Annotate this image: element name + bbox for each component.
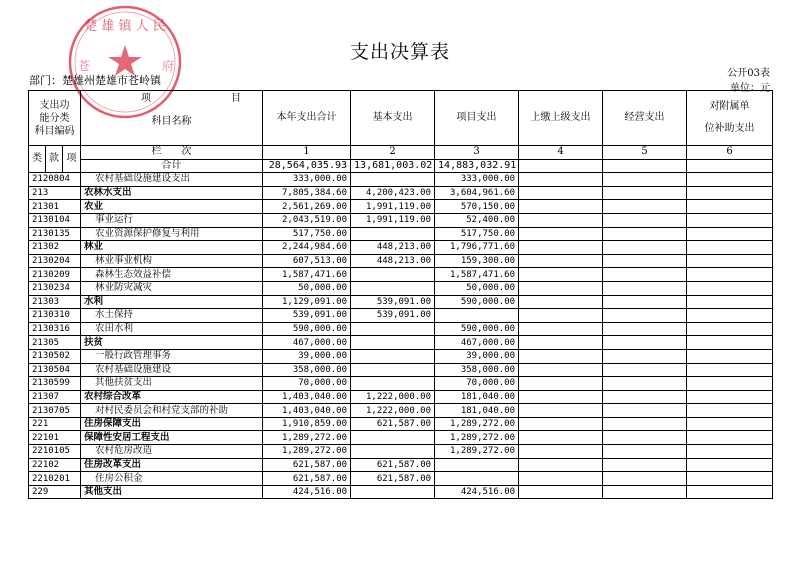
row-total: 1,289,272.00 bbox=[263, 445, 351, 459]
row-project: 1,289,272.00 bbox=[435, 445, 519, 459]
row-total: 2,244,984.60 bbox=[263, 241, 351, 255]
table-row bbox=[29, 390, 773, 404]
table-row bbox=[29, 186, 773, 200]
row-name: 林业防灾减灾 bbox=[81, 281, 263, 295]
row-name: 林业事业机构 bbox=[81, 254, 263, 268]
row-subsidy bbox=[687, 309, 773, 323]
row-superior bbox=[519, 213, 603, 227]
row-operating bbox=[603, 458, 687, 472]
row-operating bbox=[603, 472, 687, 486]
table-row bbox=[29, 213, 773, 227]
table-row bbox=[29, 173, 773, 187]
row-project: 333,000.00 bbox=[435, 173, 519, 187]
row-superior bbox=[519, 390, 603, 404]
row-basic bbox=[351, 268, 435, 282]
row-code: 2130705 bbox=[29, 404, 81, 418]
row-project bbox=[435, 309, 519, 323]
row-total: 467,000.00 bbox=[263, 336, 351, 350]
row-subsidy bbox=[687, 390, 773, 404]
col-num-4: 4 bbox=[519, 146, 603, 160]
row-code: 229 bbox=[29, 485, 81, 499]
row-total: 50,000.00 bbox=[263, 281, 351, 295]
table-body bbox=[29, 173, 773, 499]
row-operating bbox=[603, 485, 687, 499]
row-project: 1,796,771.60 bbox=[435, 241, 519, 255]
row-superior bbox=[519, 281, 603, 295]
table-row bbox=[29, 200, 773, 214]
total-value-3: 14,883,032.91 bbox=[435, 159, 519, 173]
row-subsidy bbox=[687, 295, 773, 309]
table-row bbox=[29, 322, 773, 336]
unit-label: 单位：元 bbox=[730, 83, 770, 94]
row-code: 2120804 bbox=[29, 173, 81, 187]
class-label: 类 bbox=[29, 146, 46, 173]
row-superior bbox=[519, 363, 603, 377]
row-superior bbox=[519, 377, 603, 391]
row-code: 21302 bbox=[29, 241, 81, 255]
row-name: 扶贫 bbox=[81, 336, 263, 350]
table-row bbox=[29, 485, 773, 499]
table-row bbox=[29, 458, 773, 472]
row-subsidy bbox=[687, 404, 773, 418]
row-basic: 1,991,119.00 bbox=[351, 213, 435, 227]
subsidy-header-line1: 对附属单 bbox=[709, 101, 750, 112]
table-row bbox=[29, 417, 773, 431]
row-basic: 621,587.00 bbox=[351, 472, 435, 486]
svg-text:府: 府 bbox=[162, 59, 175, 73]
row-name: 农田水利 bbox=[81, 322, 263, 336]
name-header-label: 科目名称 bbox=[151, 116, 192, 127]
table-row bbox=[29, 431, 773, 445]
row-basic bbox=[351, 173, 435, 187]
row-superior bbox=[519, 241, 603, 255]
row-superior bbox=[519, 431, 603, 445]
row-total: 2,043,519.00 bbox=[263, 213, 351, 227]
total-header: 本年支出合计 bbox=[263, 91, 351, 146]
col-num-1: 1 bbox=[263, 146, 351, 160]
subsidy-header-line2: 位补助支出 bbox=[704, 123, 755, 134]
row-name: 住房改革支出 bbox=[81, 458, 263, 472]
row-operating bbox=[603, 227, 687, 241]
row-subsidy bbox=[687, 349, 773, 363]
row-name: 水利 bbox=[81, 295, 263, 309]
row-total: 2,561,269.00 bbox=[263, 200, 351, 214]
row-subsidy bbox=[687, 445, 773, 459]
row-basic bbox=[351, 227, 435, 241]
table-row bbox=[29, 363, 773, 377]
row-subsidy bbox=[687, 472, 773, 486]
svg-text:苍: 苍 bbox=[78, 59, 91, 73]
row-total: 1,587,471.60 bbox=[263, 268, 351, 282]
col-num-5: 5 bbox=[603, 146, 687, 160]
table-header-row bbox=[29, 91, 773, 146]
row-basic: 1,222,000.00 bbox=[351, 404, 435, 418]
table-row bbox=[29, 254, 773, 268]
row-superior bbox=[519, 458, 603, 472]
table-row bbox=[29, 281, 773, 295]
columns-label: 栏 次 bbox=[81, 146, 263, 160]
row-operating bbox=[603, 431, 687, 445]
row-total: 1,403,040.00 bbox=[263, 404, 351, 418]
row-superior bbox=[519, 404, 603, 418]
row-code: 213 bbox=[29, 186, 81, 200]
row-code: 21305 bbox=[29, 336, 81, 350]
row-code: 2130502 bbox=[29, 349, 81, 363]
row-project: 424,516.00 bbox=[435, 485, 519, 499]
row-superior bbox=[519, 472, 603, 486]
row-subsidy bbox=[687, 213, 773, 227]
total-value-6 bbox=[687, 159, 773, 173]
row-basic bbox=[351, 322, 435, 336]
table-row bbox=[29, 309, 773, 323]
row-name: 林业 bbox=[81, 241, 263, 255]
row-superior bbox=[519, 417, 603, 431]
row-total: 7,805,384.60 bbox=[263, 186, 351, 200]
item-header-a: 项 bbox=[141, 93, 152, 104]
row-code: 2210201 bbox=[29, 472, 81, 486]
row-name: 森林生态效益补偿 bbox=[81, 268, 263, 282]
row-basic bbox=[351, 349, 435, 363]
row-basic bbox=[351, 281, 435, 295]
row-operating bbox=[603, 268, 687, 282]
basic-header: 基本支出 bbox=[351, 91, 435, 146]
subsidy-header bbox=[687, 91, 773, 146]
row-total: 621,587.00 bbox=[263, 472, 351, 486]
row-superior bbox=[519, 336, 603, 350]
row-code: 2130599 bbox=[29, 377, 81, 391]
row-operating bbox=[603, 254, 687, 268]
total-value-1: 28,564,035.93 bbox=[263, 159, 351, 173]
row-project: 1,289,272.00 bbox=[435, 417, 519, 431]
row-name: 水土保持 bbox=[81, 309, 263, 323]
row-basic: 539,091.00 bbox=[351, 309, 435, 323]
row-operating bbox=[603, 404, 687, 418]
row-name: 其他扶贫支出 bbox=[81, 377, 263, 391]
row-subsidy bbox=[687, 322, 773, 336]
row-code: 2130204 bbox=[29, 254, 81, 268]
row-subsidy bbox=[687, 173, 773, 187]
row-name: 住房公积金 bbox=[81, 472, 263, 486]
row-operating bbox=[603, 309, 687, 323]
row-total: 333,000.00 bbox=[263, 173, 351, 187]
row-superior bbox=[519, 349, 603, 363]
row-operating bbox=[603, 417, 687, 431]
row-basic: 448,213.00 bbox=[351, 254, 435, 268]
row-superior bbox=[519, 295, 603, 309]
code-header-line2: 能分类 bbox=[39, 112, 70, 124]
row-project: 70,000.00 bbox=[435, 377, 519, 391]
row-subsidy bbox=[687, 336, 773, 350]
row-operating bbox=[603, 445, 687, 459]
row-subsidy bbox=[687, 417, 773, 431]
row-superior bbox=[519, 186, 603, 200]
row-project bbox=[435, 458, 519, 472]
row-code: 221 bbox=[29, 417, 81, 431]
table-row bbox=[29, 404, 773, 418]
row-project: 590,000.00 bbox=[435, 295, 519, 309]
row-name: 农村综合改革 bbox=[81, 390, 263, 404]
row-name: 一般行政管理事务 bbox=[81, 349, 263, 363]
row-code: 2130316 bbox=[29, 322, 81, 336]
total-row bbox=[29, 159, 773, 173]
table-row bbox=[29, 349, 773, 363]
row-total: 590,000.00 bbox=[263, 322, 351, 336]
row-total: 517,750.00 bbox=[263, 227, 351, 241]
row-project: 590,000.00 bbox=[435, 322, 519, 336]
table-row bbox=[29, 445, 773, 459]
row-superior bbox=[519, 173, 603, 187]
row-project: 52,400.00 bbox=[435, 213, 519, 227]
row-subsidy bbox=[687, 363, 773, 377]
operating-header: 经营支出 bbox=[603, 91, 687, 146]
row-project: 181,040.00 bbox=[435, 404, 519, 418]
row-operating bbox=[603, 186, 687, 200]
total-value-2: 13,681,003.02 bbox=[351, 159, 435, 173]
row-total: 70,000.00 bbox=[263, 377, 351, 391]
row-code: 2130135 bbox=[29, 227, 81, 241]
row-code: 21301 bbox=[29, 200, 81, 214]
row-superior bbox=[519, 227, 603, 241]
row-project: 1,289,272.00 bbox=[435, 431, 519, 445]
item-label: 项 bbox=[63, 146, 81, 173]
row-superior bbox=[519, 322, 603, 336]
row-subsidy bbox=[687, 227, 773, 241]
row-total: 1,403,040.00 bbox=[263, 390, 351, 404]
code-header-line3: 科目编码 bbox=[34, 125, 75, 137]
row-operating bbox=[603, 295, 687, 309]
table-row bbox=[29, 295, 773, 309]
row-subsidy bbox=[687, 200, 773, 214]
row-superior bbox=[519, 200, 603, 214]
row-superior bbox=[519, 445, 603, 459]
row-superior bbox=[519, 254, 603, 268]
table-row bbox=[29, 227, 773, 241]
table-row bbox=[29, 377, 773, 391]
row-operating bbox=[603, 200, 687, 214]
row-name: 农业 bbox=[81, 200, 263, 214]
row-subsidy bbox=[687, 458, 773, 472]
row-name: 农村危房改造 bbox=[81, 445, 263, 459]
row-total: 621,587.00 bbox=[263, 458, 351, 472]
section-label: 款 bbox=[46, 146, 63, 173]
row-project: 467,000.00 bbox=[435, 336, 519, 350]
row-total: 539,091.00 bbox=[263, 309, 351, 323]
row-project bbox=[435, 472, 519, 486]
row-project: 3,604,961.60 bbox=[435, 186, 519, 200]
row-name: 住房保障支出 bbox=[81, 417, 263, 431]
row-basic bbox=[351, 431, 435, 445]
total-value-4 bbox=[519, 159, 603, 173]
col-num-6: 6 bbox=[687, 146, 773, 160]
row-project: 181,040.00 bbox=[435, 390, 519, 404]
col-num-3: 3 bbox=[435, 146, 519, 160]
row-operating bbox=[603, 281, 687, 295]
department-label: 部门：楚雄州楚雄市苍岭镇 bbox=[29, 74, 161, 87]
row-name: 农村基础设施建设支出 bbox=[81, 173, 263, 187]
row-subsidy bbox=[687, 485, 773, 499]
row-project: 50,000.00 bbox=[435, 281, 519, 295]
row-project: 1,587,471.60 bbox=[435, 268, 519, 282]
row-name: 事业运行 bbox=[81, 213, 263, 227]
row-subsidy bbox=[687, 241, 773, 255]
row-project: 39,000.00 bbox=[435, 349, 519, 363]
form-number: 公开03表 bbox=[727, 68, 770, 79]
table-row bbox=[29, 336, 773, 350]
row-total: 358,000.00 bbox=[263, 363, 351, 377]
row-name: 其他支出 bbox=[81, 485, 263, 499]
row-basic: 1,222,000.00 bbox=[351, 390, 435, 404]
total-label: 合计 bbox=[81, 159, 263, 173]
row-total: 424,516.00 bbox=[263, 485, 351, 499]
row-project: 358,000.00 bbox=[435, 363, 519, 377]
row-operating bbox=[603, 336, 687, 350]
row-name: 农业资源保护修复与利用 bbox=[81, 227, 263, 241]
row-code: 2130234 bbox=[29, 281, 81, 295]
row-operating bbox=[603, 241, 687, 255]
row-code: 22102 bbox=[29, 458, 81, 472]
row-subsidy bbox=[687, 281, 773, 295]
row-basic bbox=[351, 363, 435, 377]
row-basic bbox=[351, 445, 435, 459]
row-superior bbox=[519, 309, 603, 323]
row-code: 22101 bbox=[29, 431, 81, 445]
table-row bbox=[29, 241, 773, 255]
name-header bbox=[81, 91, 263, 146]
row-basic: 621,587.00 bbox=[351, 417, 435, 431]
row-basic: 1,991,119.00 bbox=[351, 200, 435, 214]
row-name: 保障性安居工程支出 bbox=[81, 431, 263, 445]
row-basic bbox=[351, 336, 435, 350]
row-project: 159,300.00 bbox=[435, 254, 519, 268]
item-header-b: 目 bbox=[231, 93, 242, 104]
row-subsidy bbox=[687, 254, 773, 268]
row-project: 570,150.00 bbox=[435, 200, 519, 214]
total-value-5 bbox=[603, 159, 687, 173]
row-total: 1,129,091.00 bbox=[263, 295, 351, 309]
row-name: 对村民委员会和村党支部的补助 bbox=[81, 404, 263, 418]
row-project: 517,750.00 bbox=[435, 227, 519, 241]
code-header bbox=[29, 91, 81, 146]
row-code: 2210105 bbox=[29, 445, 81, 459]
row-name: 农村基础设施建设 bbox=[81, 363, 263, 377]
row-operating bbox=[603, 377, 687, 391]
row-code: 2130104 bbox=[29, 213, 81, 227]
row-basic bbox=[351, 377, 435, 391]
row-operating bbox=[603, 322, 687, 336]
row-code: 2130310 bbox=[29, 309, 81, 323]
svg-text:楚 雄 镇 人 民: 楚 雄 镇 人 民 bbox=[84, 19, 166, 34]
row-operating bbox=[603, 349, 687, 363]
table-row bbox=[29, 472, 773, 486]
expenditure-table bbox=[28, 90, 773, 499]
row-total: 1,289,272.00 bbox=[263, 431, 351, 445]
row-superior bbox=[519, 485, 603, 499]
row-total: 1,910,859.00 bbox=[263, 417, 351, 431]
row-subsidy bbox=[687, 431, 773, 445]
row-operating bbox=[603, 363, 687, 377]
row-subsidy bbox=[687, 377, 773, 391]
row-basic bbox=[351, 485, 435, 499]
row-basic: 539,091.00 bbox=[351, 295, 435, 309]
row-operating bbox=[603, 213, 687, 227]
row-superior bbox=[519, 268, 603, 282]
row-basic: 621,587.00 bbox=[351, 458, 435, 472]
row-code: 21307 bbox=[29, 390, 81, 404]
row-total: 607,513.00 bbox=[263, 254, 351, 268]
row-subsidy bbox=[687, 268, 773, 282]
row-code: 2130504 bbox=[29, 363, 81, 377]
row-code: 2130209 bbox=[29, 268, 81, 282]
row-code: 21303 bbox=[29, 295, 81, 309]
row-basic: 448,213.00 bbox=[351, 241, 435, 255]
row-total: 39,000.00 bbox=[263, 349, 351, 363]
superior-header: 上缴上级支出 bbox=[519, 91, 603, 146]
row-name: 农林水支出 bbox=[81, 186, 263, 200]
project-header: 项目支出 bbox=[435, 91, 519, 146]
page-title: 支出决算表 bbox=[349, 41, 450, 63]
row-operating bbox=[603, 390, 687, 404]
table-row bbox=[29, 268, 773, 282]
row-basic: 4,200,423.00 bbox=[351, 186, 435, 200]
code-header-line1: 支出功 bbox=[39, 99, 70, 111]
row-operating bbox=[603, 173, 687, 187]
col-num-2: 2 bbox=[351, 146, 435, 160]
row-subsidy bbox=[687, 186, 773, 200]
column-number-row bbox=[29, 146, 773, 160]
